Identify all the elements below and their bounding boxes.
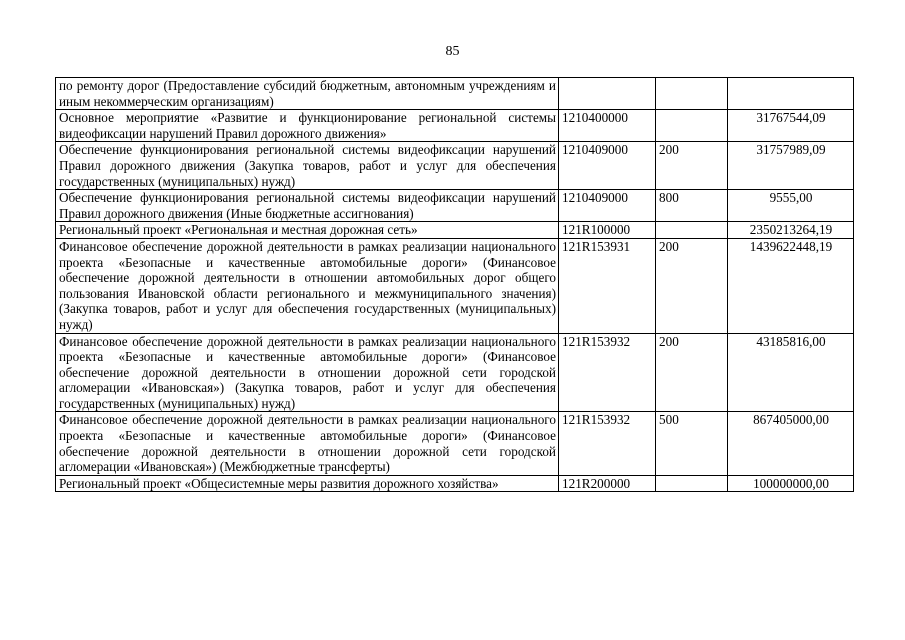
- row-description: Обеспечение функционирования региональной системы видеофиксации нарушений Правил дорожного движения (Закупка товаров, работ и услуг для обеспечения государственных (муниципальных) нужд): [56, 142, 559, 190]
- expense-type-code: [656, 222, 728, 239]
- row-description: Финансовое обеспечение дорожной деятельности в рамках реализации национального проекта «Безопасные и качественные автомобильные дороги» (Финансовое обеспечение дорожной деятельности в отношении дорожной сети городской агломерации «Ивановская») (Закупка товаров, работ и услуг для обеспечения государственных (муниципальных) нужд): [56, 333, 559, 412]
- table-row: [56, 142, 854, 190]
- target-article-code: 121R100000: [559, 222, 656, 239]
- amount: [728, 78, 854, 110]
- row-description: Основное мероприятие «Развитие и функционирование региональной системы видеофиксации нарушений Правил дорожного движения»: [56, 110, 559, 142]
- table-row: [56, 333, 854, 412]
- expense-type-code: 200: [656, 238, 728, 333]
- amount: 2350213264,19: [728, 222, 854, 239]
- budget-table: [55, 77, 854, 492]
- target-article-code: 1210409000: [559, 142, 656, 190]
- page-number: 85: [445, 44, 460, 59]
- row-description: Региональный проект «Общесистемные меры развития дорожного хозяйства»: [56, 475, 559, 492]
- target-article-code: 121R200000: [559, 475, 656, 492]
- table-row: [56, 238, 854, 333]
- expense-type-code: 200: [656, 333, 728, 412]
- row-description: Финансовое обеспечение дорожной деятельности в рамках реализации национального проекта «Безопасные и качественные автомобильные дороги» (Финансовое обеспечение дорожной деятельности в отношении автомобильных дорог общего пользования Ивановской области регионального и межмуниципального значения) (Закупка товаров, работ и услуг для обеспечения государственных (муниципальных) нужд): [56, 238, 559, 333]
- table-row: [56, 222, 854, 239]
- target-article-code: [559, 78, 656, 110]
- table-row: [56, 475, 854, 492]
- target-article-code: 121R153932: [559, 412, 656, 475]
- table-row: [56, 110, 854, 142]
- target-article-code: 121R153931: [559, 238, 656, 333]
- amount: 867405000,00: [728, 412, 854, 475]
- row-description: Обеспечение функционирования региональной системы видеофиксации нарушений Правил дорожного движения (Иные бюджетные ассигнования): [56, 190, 559, 222]
- table-row: [56, 190, 854, 222]
- expense-type-code: [656, 475, 728, 492]
- expense-type-code: 500: [656, 412, 728, 475]
- row-description: Региональный проект «Региональная и местная дорожная сеть»: [56, 222, 559, 239]
- expense-type-code: 200: [656, 142, 728, 190]
- amount: 43185816,00: [728, 333, 854, 412]
- target-article-code: 1210409000: [559, 190, 656, 222]
- amount: 31767544,09: [728, 110, 854, 142]
- row-description: Финансовое обеспечение дорожной деятельности в рамках реализации национального проекта «Безопасные и качественные автомобильные дороги» (Финансовое обеспечение дорожной деятельности в отношении дорожной сети городской агломерации «Ивановская») (Межбюджетные трансферты): [56, 412, 559, 475]
- amount: 1439622448,19: [728, 238, 854, 333]
- target-article-code: 121R153932: [559, 333, 656, 412]
- table-row: [56, 412, 854, 475]
- expense-type-code: [656, 110, 728, 142]
- amount: 100000000,00: [728, 475, 854, 492]
- target-article-code: 1210400000: [559, 110, 656, 142]
- amount: 31757989,09: [728, 142, 854, 190]
- amount: 9555,00: [728, 190, 854, 222]
- row-description: по ремонту дорог (Предоставление субсидий бюджетным, автономным учреждениям и иным некоммерческим организациям): [56, 78, 559, 110]
- table-row: [56, 78, 854, 110]
- expense-type-code: 800: [656, 190, 728, 222]
- expense-type-code: [656, 78, 728, 110]
